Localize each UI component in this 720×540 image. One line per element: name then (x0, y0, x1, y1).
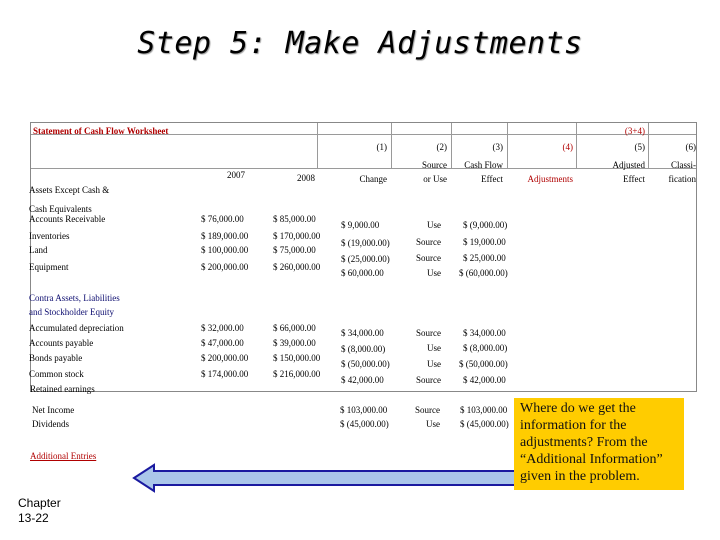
header-fication: fication (668, 174, 696, 184)
cell-2008: $ 39,000.00 (273, 338, 316, 348)
header-2008: 2008 (297, 173, 315, 183)
header-cash-flow: Cash Flow (464, 160, 503, 170)
cell-2008: $ 260,000.00 (273, 262, 321, 272)
cell-2008: $ 75,000.00 (273, 245, 316, 255)
cash-flow-worksheet (30, 122, 697, 392)
header-adjusted: Adjusted (612, 160, 645, 170)
cell-change: $ (50,000.00) (341, 359, 390, 369)
cell-change: $ 103,000.00 (340, 405, 388, 415)
chapter-label (18, 496, 61, 526)
cell-change: $ 34,000.00 (341, 328, 384, 338)
row-label: Land (29, 245, 48, 255)
cell-effect: $ (45,000.00) (460, 419, 509, 429)
col-number: (3+4) (624, 126, 645, 136)
row-label: Equipment (29, 262, 69, 272)
cell-effect: $ 19,000.00 (463, 237, 506, 247)
cell-2007: $ 200,000.00 (201, 262, 249, 272)
grid-line (648, 123, 649, 168)
col-number: (2) (436, 142, 447, 152)
section-label: Contra Assets, Liabilities (29, 293, 120, 303)
cell-change: $ 60,000.00 (341, 268, 384, 278)
cell-effect: $ (50,000.00) (459, 359, 508, 369)
chapter-number: 13-22 (18, 511, 49, 525)
cell-2007: $ 174,000.00 (201, 369, 249, 379)
additional-entries-label: Additional Entries (30, 451, 97, 461)
left-arrow-icon (132, 463, 518, 493)
cell-source-use: Use (427, 268, 441, 278)
header-change: Change (359, 174, 387, 184)
cell-effect: $ (60,000.00) (459, 268, 508, 278)
col-number: (1) (376, 142, 387, 152)
callout-note: Where do we get the information for the adjustments? From the “Additional Information” given in the problem. (514, 398, 684, 490)
grid-line (576, 123, 577, 168)
row-label: Dividends (32, 419, 69, 429)
cell-source-use: Use (427, 343, 441, 353)
row-label: Common stock (29, 369, 84, 379)
cell-2008: $ 150,000.00 (273, 353, 321, 363)
cell-source-use: Source (416, 375, 441, 385)
row-label: Accounts payable (29, 338, 94, 348)
header-adjustments: Adjustments (527, 174, 573, 184)
header-effect: Effect (481, 174, 503, 184)
col-number: (4) (562, 142, 573, 152)
section-label: Cash Equivalents (29, 204, 92, 214)
header-adjusted-effect: Effect (623, 174, 645, 184)
cell-effect: $ (9,000.00) (463, 220, 508, 230)
cell-2007: $ 100,000.00 (201, 245, 249, 255)
cell-2007: $ 76,000.00 (201, 214, 244, 224)
row-label: Accumulated depreciation (29, 323, 124, 333)
header-classi: Classi- (670, 160, 696, 170)
header-or-use: or Use (423, 174, 447, 184)
cell-change: $ (8,000.00) (341, 344, 386, 354)
cell-source-use: Use (427, 220, 441, 230)
slide-title: Step 5: Make Adjustments (137, 26, 583, 61)
cell-effect: $ 42,000.00 (463, 375, 506, 385)
cell-effect: $ 25,000.00 (463, 253, 506, 263)
cell-change: $ 42,000.00 (341, 375, 384, 385)
row-label: Bonds payable (29, 353, 83, 363)
cell-source-use: Source (415, 405, 440, 415)
cell-source-use: Use (427, 359, 441, 369)
retained-earnings-label: Retained earnings (30, 384, 95, 394)
col-number: (3) (492, 142, 503, 152)
row-label: Net Income (32, 405, 75, 415)
cell-change: $ (45,000.00) (340, 419, 389, 429)
cell-source-use: Source (416, 253, 441, 263)
row-label: Inventories (29, 231, 70, 241)
grid-line (317, 123, 318, 168)
cell-2007: $ 189,000.00 (201, 231, 249, 241)
col-number: (6) (685, 142, 696, 152)
cell-2007: $ 32,000.00 (201, 323, 244, 333)
cell-source-use: Use (426, 419, 440, 429)
cell-2008: $ 66,000.00 (273, 323, 316, 333)
header-2007: 2007 (227, 170, 245, 180)
cell-source-use: Source (416, 328, 441, 338)
cell-effect: $ 34,000.00 (463, 328, 506, 338)
row-label: Accounts Receivable (29, 214, 106, 224)
grid-line (507, 123, 508, 168)
worksheet-title: Statement of Cash Flow Worksheet (33, 126, 169, 136)
col-number: (5) (634, 142, 645, 152)
header-source: Source (422, 160, 447, 170)
cell-2008: $ 216,000.00 (273, 369, 321, 379)
cell-change: $ (19,000.00) (341, 238, 390, 248)
cell-change: $ 9,000.00 (341, 220, 380, 230)
cell-2008: $ 170,000.00 (273, 231, 321, 241)
section-label: and Stockholder Equity (29, 307, 114, 317)
section-label: Assets Except Cash & (29, 185, 110, 195)
cell-source-use: Source (416, 237, 441, 247)
cell-2007: $ 47,000.00 (201, 338, 244, 348)
cell-effect: $ (8,000.00) (463, 343, 508, 353)
chapter-label-text: Chapter (18, 496, 61, 510)
cell-effect: $ 103,000.00 (460, 405, 508, 415)
cell-change: $ (25,000.00) (341, 254, 390, 264)
cell-2008: $ 85,000.00 (273, 214, 316, 224)
cell-2007: $ 200,000.00 (201, 353, 249, 363)
